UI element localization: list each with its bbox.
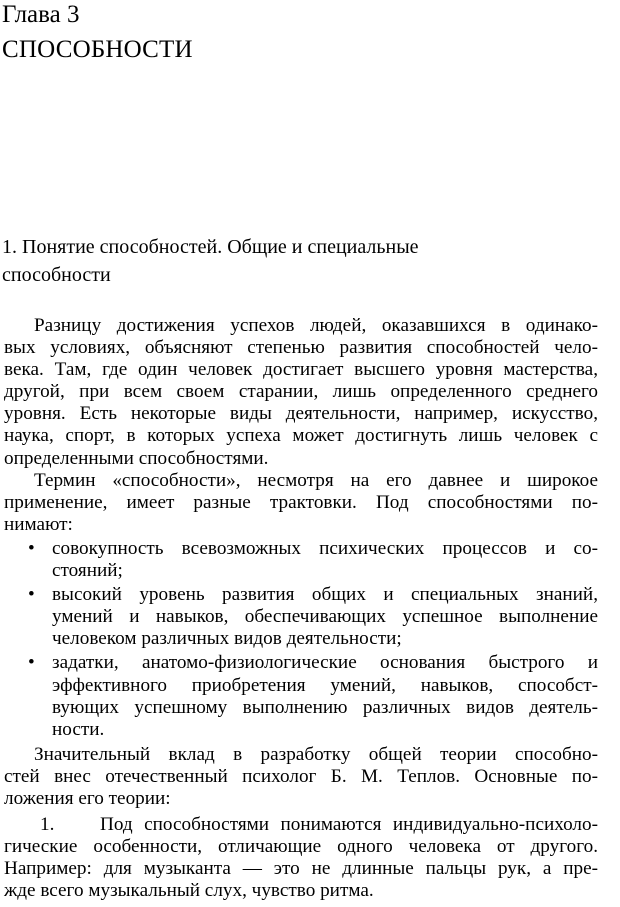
paragraph-line: другой, при всем своем старании, лишь определенного среднего (4, 381, 598, 403)
bullet-item (28, 584, 598, 650)
paragraph-line: ложения его теории: (4, 788, 171, 810)
bullet-icon: • (28, 538, 35, 559)
paragraph-line: наука, спорт, в которых успеха может достигнуть лишь человек с (4, 425, 598, 447)
bullet-item (28, 652, 598, 740)
paragraph-line: определенными способностями. (4, 447, 269, 469)
bullet-line: вующих успешному выполнению различных видов деятель- (52, 696, 598, 718)
chapter-title: СПОСОБНОСТИ (2, 36, 193, 63)
paragraph-line: применение, имеет разные трактовки. Под способностями по- (4, 492, 598, 514)
chapter-label: Глава 3 (2, 1, 80, 28)
bullet-line: эффективного приобретения умений, навыков, способст- (52, 674, 598, 696)
bullet-icon: • (28, 584, 35, 606)
item-number: 1. (40, 814, 55, 835)
paragraph-line: вых условиях, объясняют степенью развития способностей чело- (4, 337, 598, 359)
bullet-line: ности. (52, 718, 105, 740)
paragraph-line: нимают: (4, 514, 73, 536)
bullet-line: задатки, анатомо-физиологические основания быстрого и (52, 652, 598, 674)
bullet-line: человеком различных видов деятельности; (52, 628, 402, 650)
paragraph-line: века. Там, где один человек достигает высшего уровня мастерства, (4, 359, 598, 381)
paragraph-line: Термин «способности», несмотря на его давнее и широкое (34, 470, 598, 491)
bullet-line: совокупность всевозможных психических процессов и со- (52, 538, 598, 559)
paragraph-line: стей внес отечественный психолог Б. М. Теплов. Основные по- (4, 766, 598, 788)
definitions-bullet-list (28, 538, 598, 741)
section-heading-line-1: 1. Понятие способностей. Общие и специальные (2, 236, 419, 258)
numbered-line-text: Под способностями понимаются индивидуально-психоло- (100, 814, 598, 835)
paragraph-term-definition (4, 470, 598, 536)
paragraph-line: Разницу достижения успехов людей, оказавшихся в одинако- (34, 315, 598, 336)
bullet-item (28, 538, 598, 582)
bullet-line: высокий уровень развития общих и специальных знаний, (52, 584, 598, 606)
section-heading-line-2: способности (2, 264, 111, 286)
paragraph-teplov-theory (4, 744, 598, 810)
paragraph-abilities-intro (4, 315, 598, 470)
paragraph-line: Значительный вклад в разработку общей теории способно- (34, 744, 598, 765)
numbered-line: жде всего музыкальный слух, чувство ритма. (4, 880, 374, 902)
numbered-item-1 (4, 814, 598, 902)
bullet-line: стояний; (52, 560, 123, 582)
numbered-line: гические особенности, отличающие одного человека от другого. (4, 836, 598, 858)
numbered-line (4, 814, 598, 836)
bullet-line: умений и навыков, обеспечивающих успешное выполнение (52, 606, 598, 628)
numbered-line: Например: для музыканта — это не длинные пальцы рук, а пре- (4, 858, 598, 880)
paragraph-line: уровня. Есть некоторые виды деятельности, например, искусство, (4, 403, 598, 425)
section-heading (2, 233, 602, 289)
bullet-icon: • (28, 652, 35, 674)
